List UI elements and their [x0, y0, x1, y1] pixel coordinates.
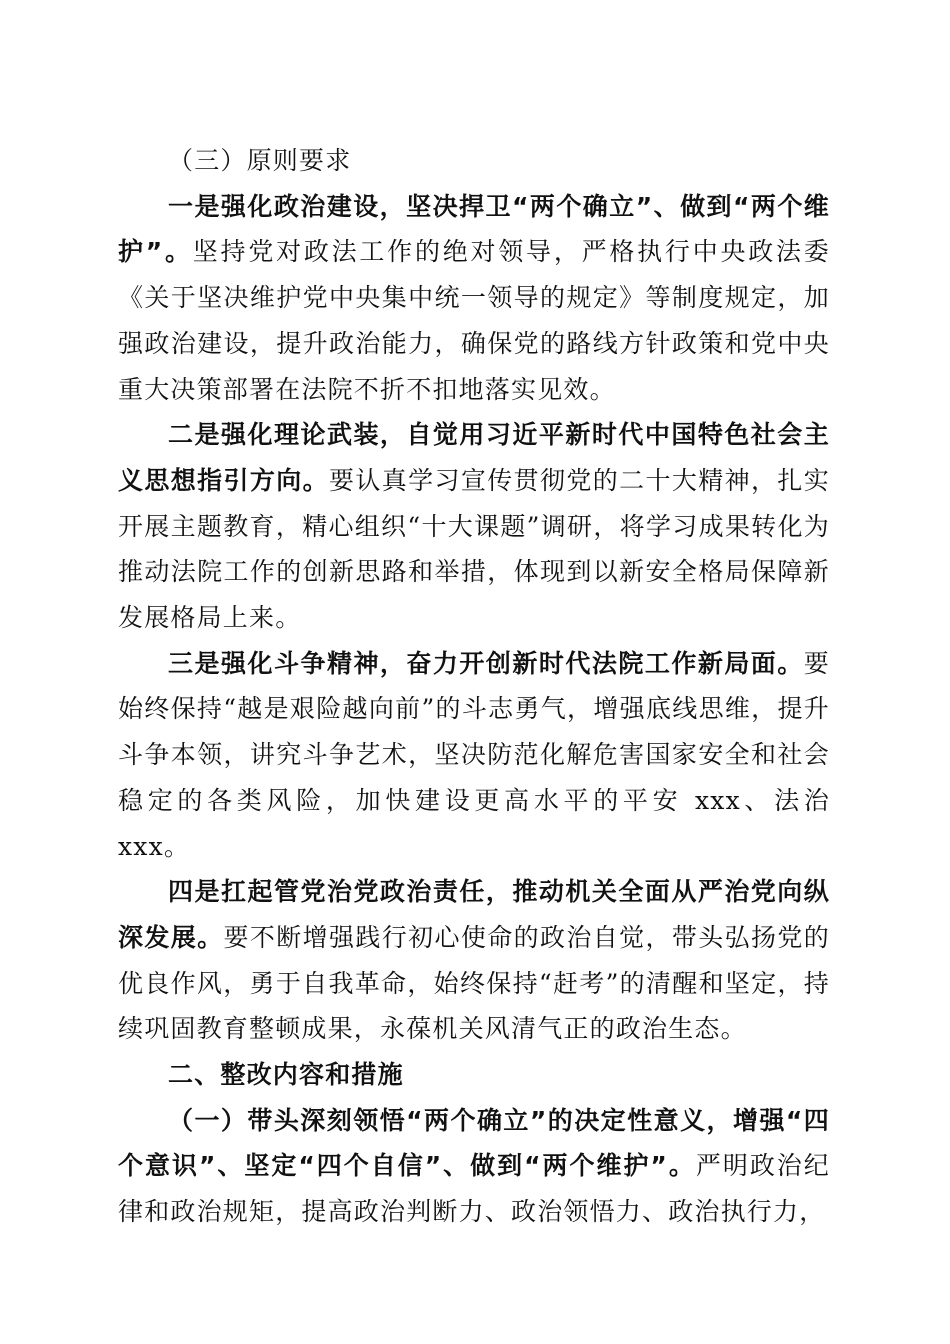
- measure-paragraph-1: [118, 1098, 830, 1235]
- principle-lead-2: 二是强化理论武装，自觉用习近平新时代中国特色社会主义思想指引方向。: [118, 420, 830, 495]
- principle-body-4: 要不断增强践行初心使命的政治自觉，带头弘扬党的优良作风，勇于自我革命，始终保持“赶考”的清醒和坚定，持续巩固教育整顿成果，永葆机关风清气正的政治生态。: [118, 922, 830, 1044]
- principle-body-2: 要认真学习宣传贯彻党的二十大精神，扎实开展主题教育，精心组织“十大课题”调研，将学习成果转化为推动法院工作的创新思路和举措，体现到以新安全格局保障新发展格局上来。: [118, 465, 830, 633]
- measure-body-1: 严明政治纪律和政治规矩，提高政治判断力、政治领悟力、政治执行力，: [118, 1151, 830, 1227]
- principle-paragraph-2: [118, 412, 830, 641]
- subheading-principles: （三）原则要求: [168, 146, 352, 175]
- principle-paragraph-4: [118, 869, 830, 1052]
- principle-paragraph-3: [118, 641, 830, 870]
- principle-lead-3: 三是强化斗争精神，奋力开创新时代法院工作新局面。: [168, 648, 804, 678]
- principle-body-1: 坚持党对政法工作的绝对领导，严格执行中央政法委《关于坚决维护党中央集中统一领导的规定》等制度规定，加强政治建设，提升政治能力，确保党的路线方针政策和党中央重大决策部署在法院不折不扣地落实见效。: [118, 237, 831, 404]
- document-body: [118, 138, 830, 1235]
- section-heading: 二、整改内容和措施: [168, 1060, 404, 1090]
- measure-lead-1: （一）带头深刻领悟“两个确立”的决定性意义，增强“四个意识”、坚定“四个自信”、做到“两个维护”。: [118, 1105, 830, 1181]
- principle-lead-4: 四是扛起管党治党政治责任，推动机关全面从严治党向纵深发展。: [118, 877, 830, 952]
- principle-paragraph-1: [118, 184, 830, 413]
- principle-body-3: 要始终保持“越是艰险越向前”的斗志勇气，增强底线思维，提升斗争本领，讲究斗争艺术，坚决防范化解危害国家安全和社会稳定的各类风险，加快建设更高水平的平安 xxx、法治 xxx。: [118, 648, 830, 861]
- principle-lead-1: 一是强化政治建设，坚决捍卫“两个确立”、做到“两个维护”。: [118, 191, 830, 267]
